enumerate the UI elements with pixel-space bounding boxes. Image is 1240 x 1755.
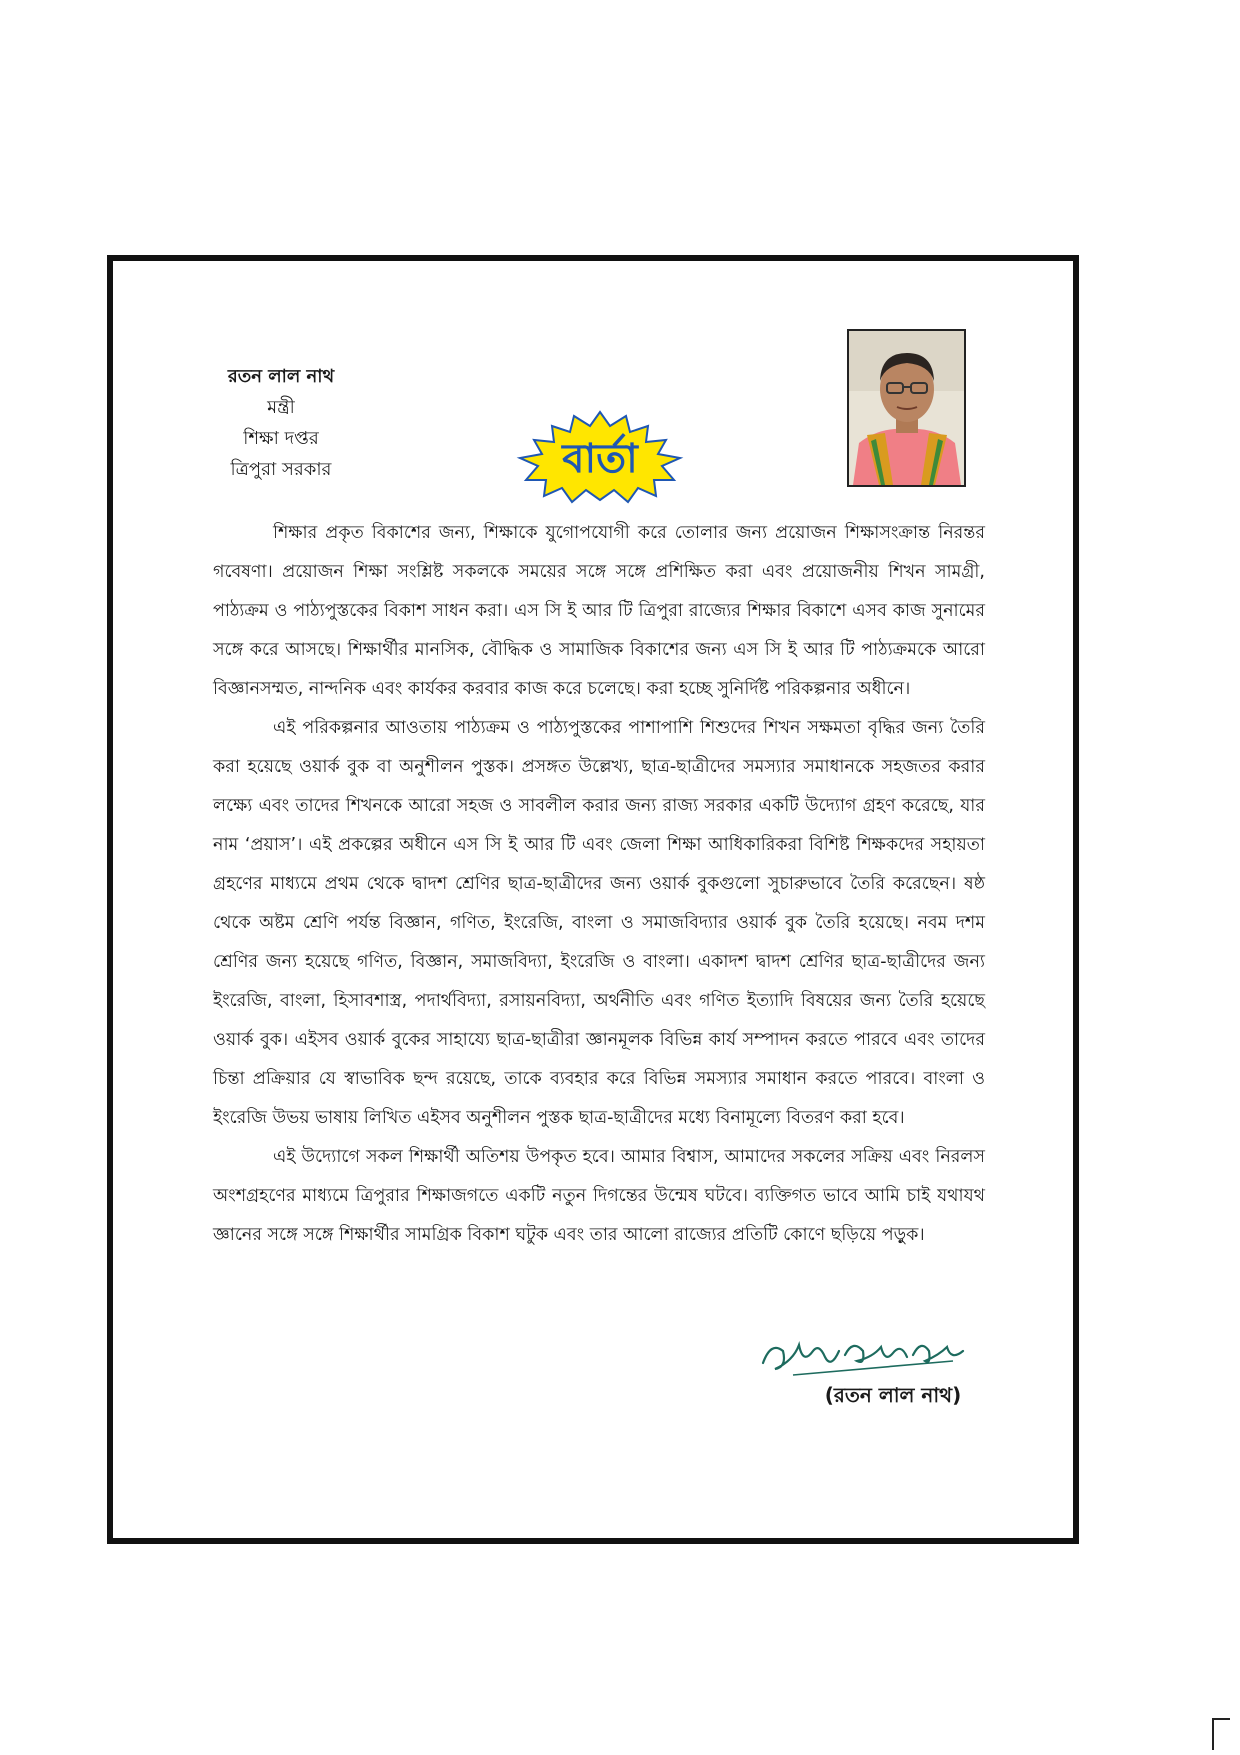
paragraph: শিক্ষার প্রকৃত বিকাশের জন্য, শিক্ষাকে যুগোপযোগী করে তোলার জন্য প্রয়োজন শিক্ষাসংক্রান্ত নিরন্তর গবেষণা। প্রয়োজন শিক্ষা সংশ্লিষ্ট সকলকে সময়ের সঙ্গে সঙ্গে প্রশিক্ষিত করা এবং প্রয়োজনীয় শিখন সামগ্রী, পাঠ্যক্রম ও পাঠ্যপুস্তকের বিকাশ সাধন করা। এস সি ই আর টি ত্রিপুরা রাজ্যের শিক্ষার বিকাশে এসব কাজ সুনামের সঙ্গে করে আসছে। শিক্ষার্থীর মানসিক, বৌদ্ধিক ও সামাজিক বিকাশের জন্য এস সি ই আর টি পাঠ্যক্রমকে আরো বিজ্ঞানসম্মত, নান্দনিক এবং কার্যকর করবার কাজ করে চলেছে। করা হচ্ছে সুনির্দিষ্ট পরিকল্পনার অধীনে। [213, 523, 985, 699]
badge-title: বার্তা [562, 436, 638, 482]
barta-badge [510, 408, 690, 504]
minister-block [201, 361, 361, 485]
minister-government: ত্রিপুরা সরকার [230, 459, 332, 480]
minister-designation: মন্ত্রী [267, 397, 295, 418]
printed-signature-name: (রতন লাল নাথ) [824, 1383, 962, 1407]
message-body [213, 514, 985, 1255]
starburst-icon [510, 408, 690, 504]
minister-department: শিক্ষা দপ্তর [243, 428, 319, 449]
page-corner-mark [1212, 1710, 1232, 1750]
portrait-image [849, 331, 964, 485]
minister-name: রতন লাল নাথ [227, 366, 335, 387]
message-frame [107, 255, 1079, 1544]
paragraph: এই উদ্যোগে সকল শিক্ষার্থী অতিশয় উপকৃত হবে। আমার বিশ্বাস, আমাদের সকলের সক্রিয় এবং নিরলস অংশগ্রহণের মাধ্যমে ত্রিপুরার শিক্ষাজগতে একটি নতুন দিগন্তের উন্মেষ ঘটবে। ব্যক্তিগত ভাবে আমি চাই যথাযথ জ্ঞানের সঙ্গে সঙ্গে শিক্ষার্থীর সামগ্রিক বিকাশ ঘটুক এবং তার আলো রাজ্যের প্রতিটি কোণে ছড়িয়ে পড়ুক। [213, 1147, 985, 1245]
minister-photo [847, 329, 966, 487]
paragraph: এই পরিকল্পনার আওতায় পাঠ্যক্রম ও পাঠ্যপুস্তকের পাশাপাশি শিশুদের শিখন সক্ষমতা বৃদ্ধির জন্য তৈরি করা হয়েছে ওয়ার্ক বুক বা অনুশীলন পুস্তক। প্রসঙ্গত উল্লেখ্য, ছাত্র-ছাত্রীদের সমস্যার সমাধানকে সহজতর করার লক্ষ্যে এবং তাদের শিখনকে আরো সহজ ও সাবলীল করার জন্য রাজ্য সরকার একটি উদ্যোগ গ্রহণ করেছে, যার নাম ‘প্রয়াস’। এই প্রকল্পের অধীনে এস সি ই আর টি এবং জেলা শিক্ষা আধিকারিকরা বিশিষ্ট শিক্ষকদের সহায়তা গ্রহণের মাধ্যমে প্রথম থেকে দ্বাদশ শ্রেণির ছাত্র-ছাত্রীদের জন্য ওয়ার্ক বুকগুলো সুচারুভাবে তৈরি করেছেন। ষষ্ঠ থেকে অষ্টম শ্রেণি পর্যন্ত বিজ্ঞান, গণিত, ইংরেজি, বাংলা ও সমাজবিদ্যার ওয়ার্ক বুক তৈরি হয়েছে। নবম দশম শ্রেণির জন্য হয়েছে গণিত, বিজ্ঞান, সমাজবিদ্যা, ইংরেজি ও বাংলা। একাদশ দ্বাদশ শ্রেণির ছাত্র-ছাত্রীদের জন্য ইংরেজি, বাংলা, হিসাবশাস্ত্র, পদার্থবিদ্যা, রসায়নবিদ্যা, অর্থনীতি এবং গণিত ইত্যাদি বিষয়ের জন্য তৈরি হয়েছে ওয়ার্ক বুক। এইসব ওয়ার্ক বুকের সাহায্যে ছাত্র-ছাত্রীরা জ্ঞানমূলক বিভিন্ন কার্য সম্পাদন করতে পারবে এবং তাদের চিন্তা প্রক্রিয়ার যে স্বাভাবিক ছন্দ রয়েছে, তাকে ব্যবহার করে বিভিন্ন সমস্যার সমাধান করতে পারবে। বাংলা ও ইংরেজি উভয় ভাষায় লিখিত এইসব অনুশীলন পুস্তক ছাত্র-ছাত্রীদের মধ্যে বিনামূল্যে বিতরণ করা হবে। [213, 718, 985, 1128]
